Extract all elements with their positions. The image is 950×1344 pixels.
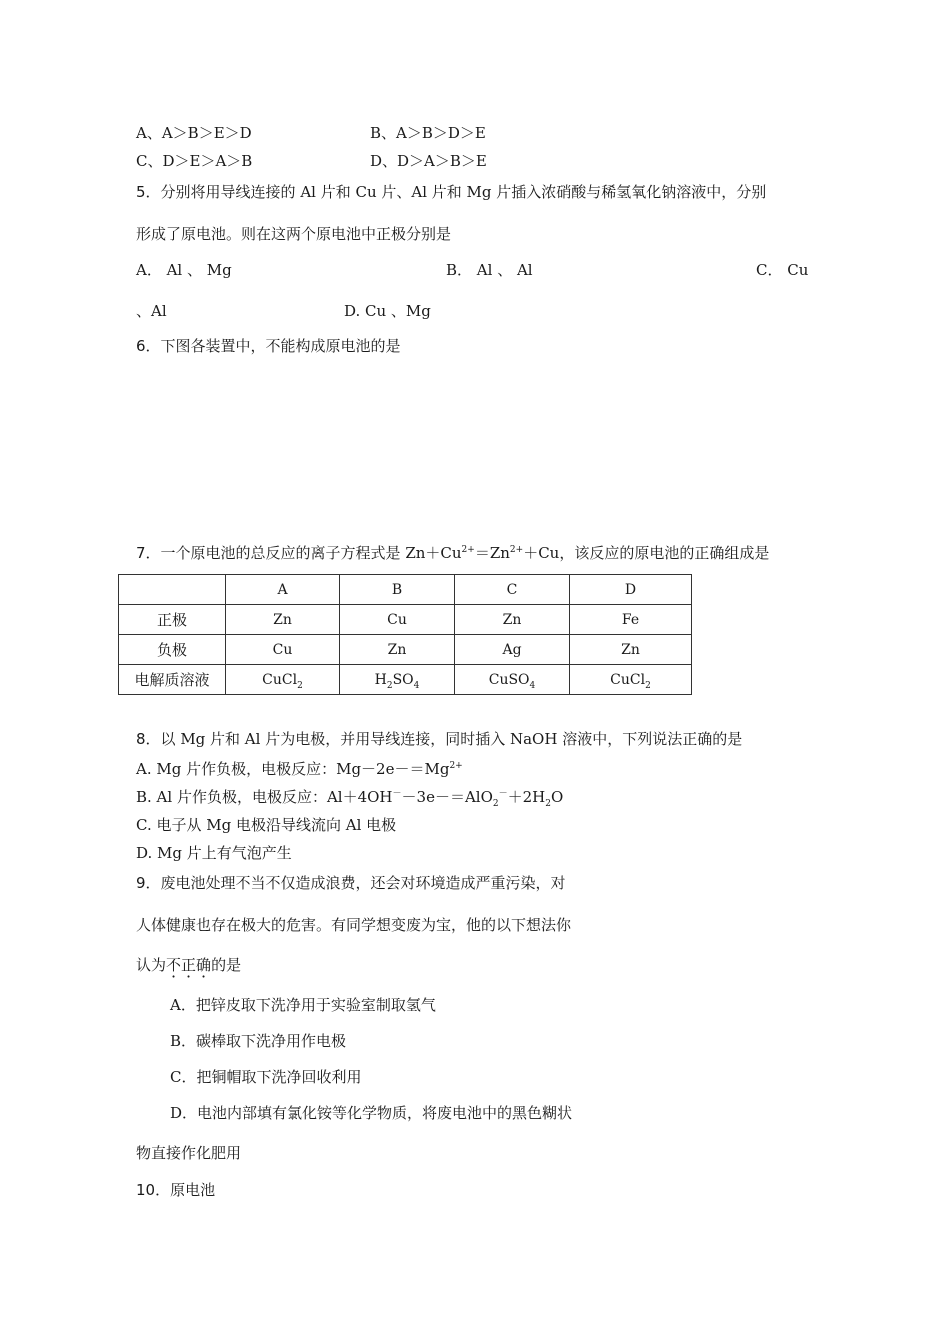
cell-electrolyte-d: CuCl$_2$ <box>570 665 692 695</box>
q5-number: 5． <box>136 183 161 201</box>
q4-option-a: A、A＞B＞E＞D <box>136 124 252 142</box>
q9-number: 9． <box>136 874 161 892</box>
q7-text-post: ＋Cu，该反应的原电池的正确组成是 <box>523 544 770 562</box>
q9-emphasis: 不正确 <box>166 956 212 974</box>
q7-options-table <box>118 574 692 695</box>
table-header-a: A <box>226 575 340 605</box>
q9-option-c: C．把铜帽取下洗净回收利用 <box>170 1068 362 1086</box>
q5-stem-line2: 形成了原电池。则在这两个原电池中正极分别是 <box>136 225 452 243</box>
q7-text-pre: 一个原电池的总反应的离子方程式是 Zn＋Cu <box>160 544 462 562</box>
row-label-negative: 负极 <box>119 635 226 665</box>
table-header-b: B <box>340 575 455 605</box>
q8-option-c: C. 电子从 Mg 电极沿导线流向 Al 电极 <box>136 816 397 834</box>
cell-negative-d: Zn <box>570 635 692 665</box>
q5-stem-line1 <box>136 182 766 202</box>
q10-text: 原电池 <box>170 1181 216 1199</box>
cell-negative-b: Zn <box>340 635 455 665</box>
cell-electrolyte-a: CuCl$_2$ <box>226 665 340 695</box>
q10-number: 10． <box>136 1181 171 1199</box>
q6-number: 6． <box>136 337 161 355</box>
q5-option-c-cont: 、Al <box>136 302 167 320</box>
q5-option-b: B． Al 、 Al <box>446 261 533 279</box>
q9-stem-line3: 认为不正确的是 <box>136 956 242 974</box>
row-label-positive: 正极 <box>119 605 226 635</box>
cell-electrolyte-c: CuSO$_4$ <box>455 665 570 695</box>
q6-stem <box>136 336 401 356</box>
q6-text: 下图各装置中，不能构成原电池的是 <box>160 337 401 355</box>
q9-text-line1: 废电池处理不当不仅造成浪费，还会对环境造成严重污染，对 <box>160 874 566 892</box>
q9-option-b: B．碳棒取下洗净用作电极 <box>170 1032 347 1050</box>
cell-negative-c: Ag <box>455 635 570 665</box>
q4-option-d: D、D＞A＞B＞E <box>370 152 487 170</box>
row-label-electrolyte: 电解质溶液 <box>119 665 226 695</box>
q10-stem <box>136 1180 215 1200</box>
q7-sup-cu: 2+ <box>461 545 475 555</box>
table-row-electrolyte <box>119 665 692 695</box>
q5-text-line1: 分别将用导线连接的 Al 片和 Cu 片、Al 片和 Mg 片插入浓硝酸与稀氢氧化钠溶液中，分别 <box>160 183 767 201</box>
table-row-negative <box>119 635 692 665</box>
q7-stem <box>136 543 769 563</box>
q9-stem-line1 <box>136 873 566 893</box>
table-header-row <box>119 575 692 605</box>
cell-positive-b: Cu <box>340 605 455 635</box>
table-header-d: D <box>570 575 692 605</box>
q9-option-a: A．把锌皮取下洗净用于实验室制取氢气 <box>170 996 436 1014</box>
table-corner <box>119 575 226 605</box>
q5-option-c: C． Cu <box>756 261 809 279</box>
cell-negative-a: Cu <box>226 635 340 665</box>
q5-option-a: A． Al 、 Mg <box>136 261 232 279</box>
q4-option-b: B、A＞B＞D＞E <box>370 124 486 142</box>
q8-text: 以 Mg 片和 Al 片为电极，并用导线连接，同时插入 NaOH 溶液中，下列说法正确的是 <box>160 730 743 748</box>
cell-positive-c: Zn <box>455 605 570 635</box>
cell-electrolyte-b: $H_2SO_4$ <box>340 665 455 695</box>
q8-option-d: D. Mg 片上有气泡产生 <box>136 844 292 862</box>
q9-option-d-cont: 物直接作化肥用 <box>136 1144 242 1162</box>
q5-option-d: D. Cu 、Mg <box>344 302 431 320</box>
q8-number: 8． <box>136 730 161 748</box>
q9-option-d: D．电池内部填有氯化铵等化学物质，将废电池中的黑色糊状 <box>170 1104 573 1122</box>
q8-option-a: A. Mg 片作负极，电极反应：$Mg-2e-=Mg^{2+}$ <box>136 760 463 778</box>
cell-positive-d: Fe <box>570 605 692 635</box>
q7-sup-zn: 2+ <box>509 545 524 555</box>
q8-stem <box>136 729 742 749</box>
cell-positive-a: Zn <box>226 605 340 635</box>
table-header-c: C <box>455 575 570 605</box>
q7-text-mid: ＝Zn <box>474 544 510 562</box>
q8-option-b: B. Al 片作负极，电极反应：$Al+4OH^--3e-=AlO_2^-+2H_2O$ <box>136 788 564 809</box>
q7-number: 7． <box>136 544 161 562</box>
table-row-positive <box>119 605 692 635</box>
q9-stem-line2: 人体健康也存在极大的危害。有同学想变废为宝，他的以下想法你 <box>136 916 572 934</box>
q4-option-c: C、D＞E＞A＞B <box>136 152 253 170</box>
